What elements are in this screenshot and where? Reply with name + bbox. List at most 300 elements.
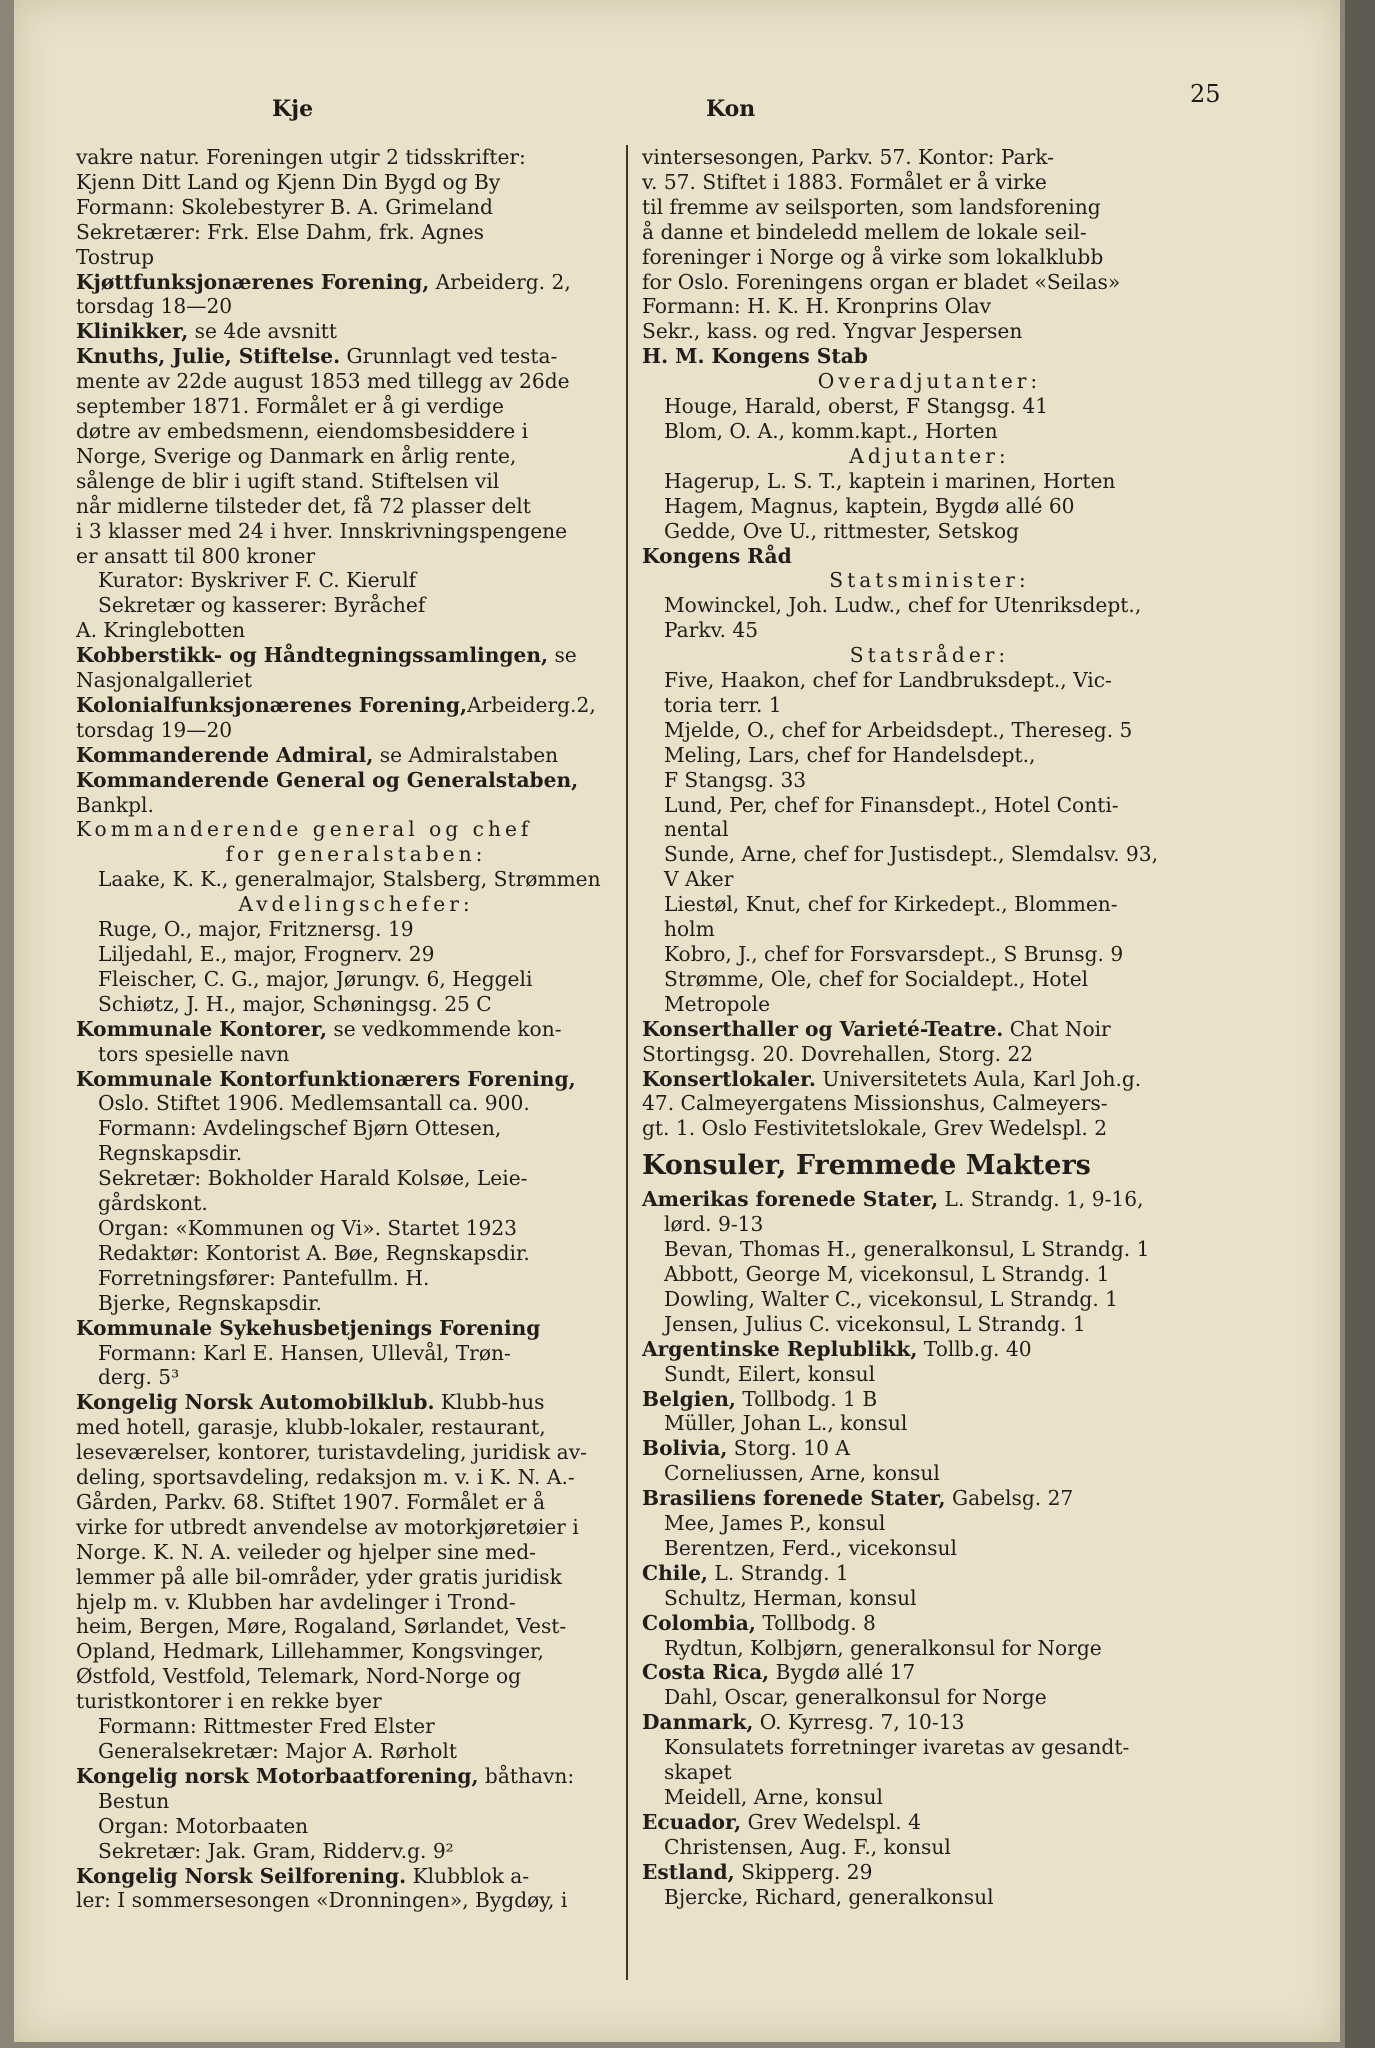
entry-text: Statsminister: <box>829 568 1030 593</box>
entry-text: med hotell, garasje, klubb-lokaler, restaurant, <box>76 1415 546 1440</box>
text-line <box>642 494 1217 519</box>
entry-heading: Ecuador, <box>642 1809 742 1834</box>
entry-text: Redaktør: Kontorist A. Bøe, Regnskapsdir. <box>98 1240 530 1265</box>
entry-text: Parkv. 45 <box>664 618 759 643</box>
entry-heading: Estland, <box>642 1859 735 1884</box>
entry-text: til fremme av seilsporten, som landsforening <box>642 194 1101 219</box>
entry-text: Sekretær: Bokholder Harald Kolsøe, Leie- <box>98 1166 528 1191</box>
entry-heading: Danmark, <box>642 1710 754 1735</box>
text-line <box>642 1536 1217 1561</box>
entry-heading: Kolonialfunksjonærenes Forening, <box>76 692 468 717</box>
entry-text: derg. 5³ <box>98 1365 180 1390</box>
entry-text: O. Kyrresg. 7, 10-13 <box>753 1710 965 1735</box>
entry-text: ler: I sommersesongen «Dronningen», Bygdøy, i <box>76 1888 568 1913</box>
entry-text: Kurator: Byskriver F. C. Kierulf <box>98 568 417 593</box>
text-line <box>76 618 636 643</box>
text-line <box>642 1067 1217 1092</box>
entry-text: Kommanderende general og chef <box>76 817 533 842</box>
entry-text: virke for utbredt anvendelse av motorkjøretøier i <box>76 1514 579 1539</box>
text-line <box>642 1885 1217 1910</box>
entry-text: Schultz, Herman, konsul <box>664 1585 917 1610</box>
entry-text: Sekr., kass. og red. Yngvar Jespersen <box>642 319 1023 344</box>
text-line <box>642 867 1217 892</box>
entry-heading: Kommunale Sykehusbetjenings Forening <box>76 1315 541 1340</box>
text-line <box>76 593 636 618</box>
entry-text: Bjerke, Regnskapsdir. <box>98 1290 322 1315</box>
text-line <box>76 369 636 394</box>
text-line <box>642 1116 1217 1141</box>
entry-text: Corneliussen, Arne, konsul <box>664 1461 940 1486</box>
entry-heading: Kobberstikk- og Håndtegningssamlingen, <box>76 643 549 668</box>
entry-text: for generalstaben: <box>225 842 487 867</box>
text-line <box>76 544 636 569</box>
entry-text: Sekretærer: Frk. Else Dahm, frk. Agnes <box>76 219 484 244</box>
entry-text: Nasjonalgalleriet <box>76 668 252 693</box>
text-line <box>642 419 1217 444</box>
text-line <box>76 668 636 693</box>
entry-text: Regnskapsdir. <box>98 1141 243 1166</box>
entry-text: Grunnlagt ved testa- <box>340 344 558 369</box>
text-line <box>642 195 1217 220</box>
entry-text: å danne et bindeledd mellem de lokale seil- <box>642 219 1087 244</box>
entry-text: torsdag 19—20 <box>76 717 233 742</box>
entry-text: skapet <box>664 1760 732 1785</box>
text-line <box>76 1465 636 1490</box>
text-line <box>642 842 1217 867</box>
entry-text: Strømme, Ole, chef for Socialdept., Hotel <box>664 966 1089 991</box>
text-line <box>642 568 1217 593</box>
entry-text: gårdskont. <box>98 1191 208 1216</box>
text-line <box>642 817 1217 842</box>
entry-text: september 1871. Formålet er å gi verdige <box>76 394 504 419</box>
entry-text: Bjercke, Richard, generalkonsul <box>664 1884 994 1909</box>
entry-text: Adjutanter: <box>849 443 1010 468</box>
entry-text: Schiøtz, J. H., major, Schøningsg. 25 C <box>98 991 492 1016</box>
column-divider <box>626 145 628 1980</box>
text-line <box>76 1565 636 1590</box>
text-line <box>76 992 636 1017</box>
entry-text: Klubblok a- <box>406 1863 530 1888</box>
text-line <box>76 1590 636 1615</box>
text-line <box>76 494 636 519</box>
text-line <box>642 1212 1217 1237</box>
text-line <box>642 170 1217 195</box>
entry-text: døtre av embedsmenn, eiendomsbesiddere i <box>76 418 529 443</box>
text-line <box>642 718 1217 743</box>
page-number: 25 <box>1190 80 1221 108</box>
entry-heading: Kongens Råd <box>642 543 792 568</box>
text-line <box>76 917 636 942</box>
entry-text: Meling, Lars, chef for Handelsdept., <box>664 742 1036 767</box>
text-line <box>642 344 1217 369</box>
text-line <box>76 568 636 593</box>
text-line <box>642 892 1217 917</box>
entry-text: i 3 klasser med 24 i hver. Innskrivningspengene <box>76 518 568 543</box>
entry-text: Organ: Motorbaaten <box>98 1813 309 1838</box>
text-line <box>642 220 1217 245</box>
entry-text: sålenge de blir i ugift stand. Stiftelsen vil <box>76 468 500 493</box>
text-line <box>642 1017 1217 1042</box>
entry-text: Storg. 10 A <box>727 1436 850 1461</box>
text-line <box>76 892 636 917</box>
text-line <box>642 1511 1217 1536</box>
text-line <box>76 1814 636 1839</box>
entry-text: Rydtun, Kolbjørn, generalkonsul for Norge <box>664 1635 1102 1660</box>
text-line <box>76 1764 636 1789</box>
text-line <box>642 992 1217 1017</box>
entry-text: Norge. K. N. A. veileder og hjelper sine med- <box>76 1539 536 1564</box>
text-line <box>76 1266 636 1291</box>
text-line <box>76 1241 636 1266</box>
text-line <box>642 270 1217 295</box>
text-line <box>642 1735 1217 1760</box>
entry-heading: Klinikker, <box>76 319 189 344</box>
text-line <box>76 444 636 469</box>
text-line <box>642 1436 1217 1461</box>
entry-heading: Kommunale Kontorfunktionærers Forening, <box>76 1066 576 1091</box>
entry-text: Grev Wedelspl. 4 <box>741 1809 921 1834</box>
text-line <box>642 1387 1217 1412</box>
entry-text: Ruge, O., major, Fritznersg. 19 <box>98 917 414 942</box>
entry-text: Overadjutanter: <box>817 369 1042 394</box>
entry-heading: Kongelig Norsk Seilforening. <box>76 1863 407 1888</box>
text-line <box>642 1561 1217 1586</box>
text-line <box>76 245 636 270</box>
directory-page <box>14 0 1340 2042</box>
entry-text: Mjelde, O., chef for Arbeidsdept., Thereseg. 5 <box>664 717 1133 742</box>
entry-heading: Brasiliens forenede Stater, <box>642 1486 946 1511</box>
entry-text: Statsråder: <box>849 643 1010 668</box>
text-line <box>642 1710 1217 1735</box>
entry-text: Lund, Per, chef for Finansdept., Hotel Conti- <box>664 792 1119 817</box>
text-line <box>76 1216 636 1241</box>
text-line <box>642 643 1217 668</box>
entry-heading: Konsertlokaler. <box>642 1066 816 1091</box>
entry-text: Five, Haakon, chef for Landbruksdept., Vic- <box>664 668 1112 693</box>
text-line <box>642 319 1217 344</box>
text-line <box>76 1739 636 1764</box>
entry-text: vintersesongen, Parkv. 57. Kontor: Park- <box>642 145 1054 169</box>
entry-text: Hagem, Magnus, kaptein, Bygdø allé 60 <box>664 493 1075 518</box>
entry-text: Formann: H. K. H. Kronprins Olav <box>642 294 992 319</box>
text-line <box>642 1411 1217 1436</box>
text-line <box>76 1341 636 1366</box>
entry-text: Generalsekretær: Major A. Rørholt <box>98 1739 457 1763</box>
entry-heading: Colombia, <box>642 1610 756 1635</box>
text-line <box>76 867 636 892</box>
entry-text: Jensen, Julius C. vicekonsul, L Strandg. 1 <box>664 1311 1086 1336</box>
entry-text: Universitetets Aula, Karl Joh.g. <box>815 1066 1142 1091</box>
entry-text: hjelp m. v. Klubben har avdelinger i Trond- <box>76 1589 516 1614</box>
entry-text: Gedde, Ove U., rittmester, Setskog <box>664 518 1020 543</box>
entry-text: Mee, James P., konsul <box>664 1511 886 1536</box>
entry-text: Østfold, Vestfold, Telemark, Nord-Norge og <box>76 1664 522 1689</box>
entry-heading: Amerikas forenede Stater, <box>642 1187 939 1212</box>
entry-heading: Argentinske Replublikk, <box>642 1336 918 1361</box>
left-column <box>76 145 636 1913</box>
entry-text: Formann: Karl E. Hansen, Ullevål, Trøn- <box>98 1340 511 1365</box>
entry-text: Formann: Skolebestyrer B. A. Grimeland <box>76 194 493 219</box>
text-line <box>76 1365 636 1390</box>
entry-text: L. Strandg. 1 <box>707 1560 849 1585</box>
text-line <box>76 394 636 419</box>
entry-text: Konsuler, Fremmede Makters <box>642 1150 1091 1182</box>
text-line <box>642 145 1217 170</box>
entry-text: gt. 1. Oslo Festivitetslokale, Grev Wedelspl. 2 <box>642 1116 1108 1141</box>
text-line <box>642 942 1217 967</box>
text-line <box>76 1141 636 1166</box>
entry-heading: Knuths, Julie, Stiftelse. <box>76 344 341 369</box>
text-line <box>76 793 636 818</box>
entry-text: Formann: Avdelingschef Bjørn Ottesen, <box>98 1116 502 1141</box>
entry-text: Bestun <box>98 1788 170 1813</box>
text-line <box>642 1091 1217 1116</box>
text-line <box>642 245 1217 270</box>
entry-text: mente av 22de august 1853 med tillegg av 26de <box>76 369 570 394</box>
entry-text: Kobro, J., chef for Forsvarsdept., S Brunsg. 9 <box>664 942 1124 966</box>
text-line <box>642 1287 1217 1312</box>
text-line <box>76 469 636 494</box>
entry-heading: Kongelig norsk Motorbaatforening, <box>76 1763 479 1788</box>
entry-text: Christensen, Aug. F., konsul <box>664 1834 951 1859</box>
text-line <box>76 519 636 544</box>
entry-text: Tollbodg. 1 B <box>735 1386 878 1411</box>
entry-text: Sunde, Arne, chef for Justisdept., Slemdalsv. 93, <box>664 842 1159 867</box>
entry-heading: Kongelig Norsk Automobilklub. <box>76 1390 435 1415</box>
text-line <box>76 1789 636 1814</box>
entry-heading: H. M. Kongens Stab <box>642 344 868 369</box>
entry-heading: Kommanderende Admiral, <box>76 742 374 767</box>
text-line <box>642 544 1217 569</box>
entry-text: deling, sportsavdeling, redaksjon m. v. i K. N. A.- <box>76 1465 575 1490</box>
text-line <box>642 1149 1217 1183</box>
entry-text: Stortingsg. 20. Dovrehallen, Storg. 22 <box>642 1041 1034 1066</box>
entry-text: leseværelser, kontorer, turistavdeling, juridisk av- <box>76 1440 587 1465</box>
text-line <box>642 444 1217 469</box>
text-line <box>76 1888 636 1913</box>
text-line <box>642 1636 1217 1661</box>
entry-heading: Bolivia, <box>642 1436 728 1461</box>
entry-text: Meidell, Arne, konsul <box>664 1785 883 1809</box>
entry-text: Laake, K. K., generalmajor, Stalsberg, Strømmen <box>98 867 601 892</box>
entry-text: Dowling, Walter C., vicekonsul, L Strandg. 1 <box>664 1286 1119 1311</box>
text-line <box>642 1785 1217 1810</box>
entry-text: båthavn: <box>478 1763 575 1788</box>
entry-text: toria terr. 1 <box>664 692 782 717</box>
text-line <box>76 270 636 295</box>
entry-text: L. Strandg. 1, 9-16, <box>938 1187 1144 1212</box>
text-line <box>76 344 636 369</box>
entry-text: Müller, Johan L., konsul <box>664 1411 908 1436</box>
entry-text: F Stangsg. 33 <box>664 767 807 792</box>
text-line <box>642 593 1217 618</box>
text-line <box>642 1362 1217 1387</box>
entry-heading: Chile, <box>642 1560 708 1585</box>
entry-text: for Oslo. Foreningens organ er bladet «Seilas» <box>642 269 1121 294</box>
entry-text: Dahl, Oscar, generalkonsul for Norge <box>664 1685 1047 1710</box>
text-line <box>76 1316 636 1341</box>
entry-text: Liljedahl, E., major, Frognerv. 29 <box>98 942 435 966</box>
text-line <box>642 1337 1217 1362</box>
text-line <box>642 1760 1217 1785</box>
entry-text: se vedkommende kon- <box>326 1016 562 1041</box>
text-line <box>76 1490 636 1515</box>
entry-text: nental <box>664 817 729 842</box>
text-line <box>76 1515 636 1540</box>
text-line <box>642 1486 1217 1511</box>
text-line <box>642 1586 1217 1611</box>
text-line <box>642 394 1217 419</box>
entry-text: Oslo. Stiftet 1906. Medlemsantall ca. 900. <box>98 1091 530 1116</box>
text-line <box>642 768 1217 793</box>
text-line <box>76 1440 636 1465</box>
entry-text: Sekretær: Jak. Gram, Ridderv.g. 9² <box>98 1838 454 1863</box>
text-line <box>76 1689 636 1714</box>
entry-text: tors spesielle navn <box>98 1041 290 1066</box>
text-line <box>642 1262 1217 1287</box>
entry-text: Sekretær og kasserer: Byråchef <box>98 593 426 618</box>
entry-text: Abbott, George M, vicekonsul, L Strandg. 1 <box>664 1261 1110 1286</box>
entry-text: Gården, Parkv. 68. Stiftet 1907. Formålet er å <box>76 1489 546 1514</box>
text-line <box>76 967 636 992</box>
text-line <box>642 693 1217 718</box>
text-line <box>76 1191 636 1216</box>
entry-text: Tostrup <box>76 244 155 269</box>
text-line <box>76 1639 636 1664</box>
entry-text: Houge, Harald, oberst, F Stangsg. 41 <box>664 394 1049 419</box>
entry-text: foreninger i Norge og å virke som lokalklubb <box>642 244 1104 269</box>
entry-text: lørd. 9-13 <box>664 1212 764 1237</box>
text-line <box>76 1839 636 1864</box>
entry-text: torsdag 18—20 <box>76 294 233 319</box>
entry-text: Organ: «Kommunen og Vi». Startet 1923 <box>98 1215 518 1240</box>
text-line <box>76 220 636 245</box>
entry-text: holm <box>664 917 715 942</box>
text-line <box>76 319 636 344</box>
entry-text: Gabelsg. 27 <box>945 1486 1074 1511</box>
entry-text: er ansatt til 800 kroner <box>76 543 316 568</box>
text-line <box>76 842 636 867</box>
text-line <box>76 1390 636 1415</box>
entry-text: se <box>548 643 577 668</box>
entry-text: Formann: Rittmester Fred Elster <box>98 1714 435 1739</box>
entry-text: Norge, Sverige og Danmark en årlig rente, <box>76 443 517 468</box>
entry-heading: Kommanderende General og Generalstaben, <box>76 767 579 792</box>
entry-text: vakre natur. Foreningen utgir 2 tidsskrifter: <box>76 145 526 169</box>
entry-text: når midlerne tilsteder det, få 72 plasser delt <box>76 493 531 518</box>
text-line <box>76 743 636 768</box>
text-line <box>76 1166 636 1191</box>
text-line <box>642 1660 1217 1685</box>
text-line <box>76 419 636 444</box>
text-line <box>76 294 636 319</box>
entry-text: Liestøl, Knut, chef for Kirkedept., Blommen- <box>664 892 1118 917</box>
header-left-keyword: Kje <box>272 96 314 122</box>
entry-text: Tollb.g. 40 <box>917 1336 1032 1361</box>
entry-text: V Aker <box>664 867 734 892</box>
entry-text: Avdelingschefer: <box>238 892 474 917</box>
text-line <box>642 519 1217 544</box>
text-line <box>642 469 1217 494</box>
entry-text: Opland, Hedmark, Lillehammer, Kongsvinger, <box>76 1639 544 1664</box>
entry-text: Arbeiderg. 2, <box>429 269 571 294</box>
entry-text: Fleischer, C. G., major, Jørungv. 6, Heggeli <box>98 966 533 991</box>
text-line <box>642 1810 1217 1835</box>
entry-text: se Admiralstaben <box>373 742 559 767</box>
text-line <box>76 1291 636 1316</box>
header-center-keyword: Kon <box>706 96 756 122</box>
entry-text: Arbeiderg.2, <box>467 692 596 717</box>
entry-text: A. Kringlebotten <box>76 618 246 643</box>
entry-text: lemmer på alle bil-områder, yder gratis juridisk <box>76 1564 562 1589</box>
entry-heading: Kjøttfunksjonærenes Forening, <box>76 269 430 294</box>
text-line <box>76 1091 636 1116</box>
text-line <box>642 369 1217 394</box>
text-line <box>642 1835 1217 1860</box>
text-line <box>642 917 1217 942</box>
text-line <box>76 1067 636 1092</box>
text-line <box>76 170 636 195</box>
entry-heading: Belgien, <box>642 1386 736 1411</box>
text-line <box>642 1237 1217 1262</box>
entry-heading: Konserthaller og Varieté-Teatre. <box>642 1016 1004 1041</box>
entry-text: Bankpl. <box>76 792 154 817</box>
text-line <box>76 1864 636 1889</box>
text-line <box>76 145 636 170</box>
text-line <box>76 643 636 668</box>
text-line <box>642 1312 1217 1337</box>
text-line <box>76 942 636 967</box>
entry-text: Sundt, Eilert, konsul <box>664 1361 876 1386</box>
text-line <box>76 1042 636 1067</box>
text-line <box>76 1614 636 1639</box>
text-line <box>76 768 636 793</box>
text-line <box>76 817 636 842</box>
text-line <box>642 668 1217 693</box>
text-line <box>642 1860 1217 1885</box>
text-line <box>76 195 636 220</box>
entry-text: Kjenn Ditt Land og Kjenn Din Bygd og By <box>76 169 501 194</box>
entry-text: Berentzen, Ferd., vicekonsul <box>664 1535 957 1560</box>
right-column <box>642 145 1217 1910</box>
entry-text: heim, Bergen, Møre, Rogaland, Sørlandet, Vest- <box>76 1614 567 1639</box>
text-line <box>76 1017 636 1042</box>
entry-text: se 4de avsnitt <box>188 319 338 344</box>
entry-text: Konsulatets forretninger ivaretas av gesandt- <box>664 1735 1130 1760</box>
text-line <box>642 1685 1217 1710</box>
entry-text: Bygdø allé 17 <box>769 1660 916 1685</box>
entry-text: Metropole <box>664 991 771 1016</box>
text-line <box>642 1461 1217 1486</box>
text-line <box>642 793 1217 818</box>
text-line <box>642 294 1217 319</box>
text-line <box>76 1664 636 1689</box>
entry-text: 47. Calmeyergatens Missionshus, Calmeyers- <box>642 1091 1108 1116</box>
entry-text: turistkontorer i en rekke byer <box>76 1689 382 1714</box>
text-line <box>642 1187 1217 1212</box>
text-line <box>642 618 1217 643</box>
scan-edge-strip <box>1345 0 1375 2048</box>
entry-text: Hagerup, L. S. T., kaptein i marinen, Horten <box>664 468 1116 493</box>
entry-text: Chat Noir <box>1003 1016 1111 1041</box>
entry-text: Skipperg. 29 <box>734 1859 873 1884</box>
entry-heading: Kommunale Kontorer, <box>76 1016 327 1041</box>
entry-text: Tollbodg. 8 <box>755 1610 876 1635</box>
entry-text: Bevan, Thomas H., generalkonsul, L Strandg. 1 <box>664 1237 1150 1262</box>
entry-text: Blom, O. A., komm.kapt., Horten <box>664 418 998 443</box>
text-line <box>76 1415 636 1440</box>
text-line <box>642 1611 1217 1636</box>
